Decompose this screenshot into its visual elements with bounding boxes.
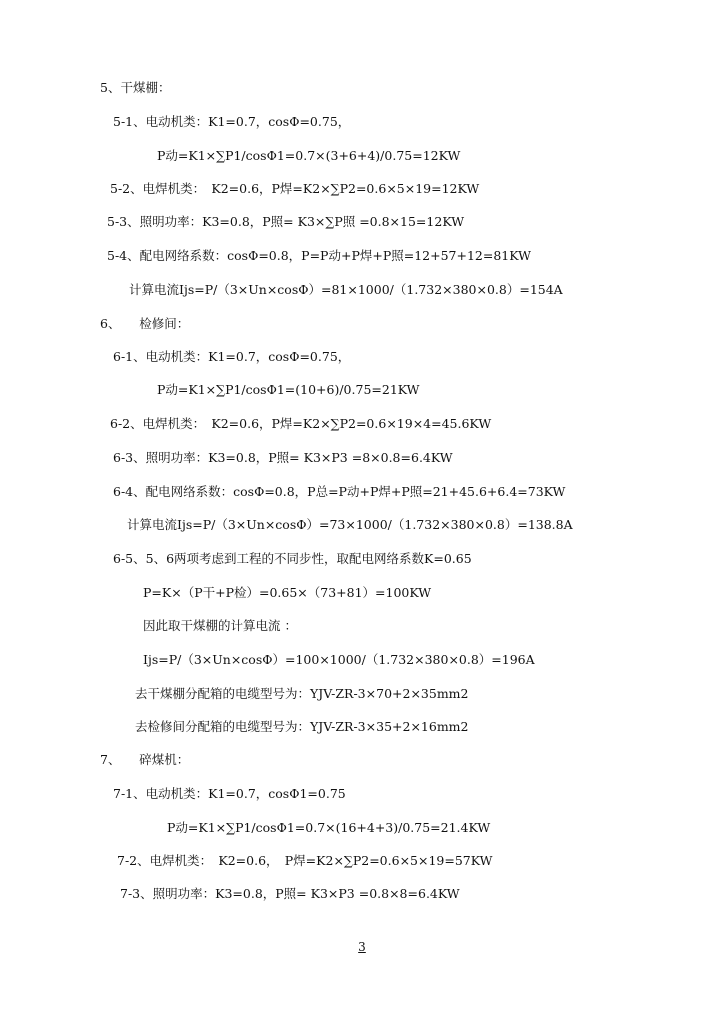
line-5-1: 5-1、电动机类：K1=0.7，cosΦ=0.75， — [113, 114, 351, 129]
line-6-5: 6-5、5、6两项考虑到工程的不同步性，取配电网络系数K=0.65 — [113, 551, 472, 566]
line-6-1-formula: P动=K1×∑P1/cosΦ1=(10+6)/0.75=21KW — [157, 382, 420, 397]
line-6-current: 计算电流Ijs=P/（3×Un×cosΦ）=73×1000/（1.732×380×0.8）=138.8A — [127, 517, 573, 532]
line-7-1: 7-1、电动机类：K1=0.7，cosΦ1=0.75 — [113, 786, 346, 801]
line-7-2: 7-2、电焊机类： K2=0.6， P焊=K2×∑P2=0.6×5×19=57KW — [117, 853, 493, 868]
line-5-1-formula: P动=K1×∑P1/cosΦ1=0.7×(3+6+4)/0.75=12KW — [157, 148, 461, 163]
line-cable-repair-room: 去检修间分配箱的电缆型号为：YJV-ZR-3×35+2×16mm2 — [135, 719, 469, 734]
line-total-current: Ijs=P/（3×Un×cosΦ）=100×1000/（1.732×380×0.8）=196A — [143, 652, 535, 667]
line-7-3: 7-3、照明功率：K3=0.8，P照= K3×P3 =0.8×8=6.4KW — [120, 886, 460, 901]
line-therefore: 因此取干煤棚的计算电流 ： — [143, 618, 297, 633]
line-5-current: 计算电流Ijs=P/（3×Un×cosΦ）=81×1000/（1.732×380×0.8）=154A — [129, 282, 563, 297]
line-5-2: 5-2、电焊机类： K2=0.6，P焊=K2×∑P2=0.6×5×19=12KW — [110, 181, 480, 196]
line-6-5-formula: P=K×（P干+P检）=0.65×（73+81）=100KW — [143, 585, 432, 600]
section-6-heading: 6、 检修间： — [100, 316, 190, 331]
line-7-1-formula: P动=K1×∑P1/cosΦ1=0.7×(16+4+3)/0.75=21.4KW — [167, 820, 491, 835]
section-5-heading: 5、干煤棚： — [100, 80, 171, 95]
line-6-1: 6-1、电动机类：K1=0.7，cosΦ=0.75， — [113, 349, 351, 364]
line-cable-dry-coal-shed: 去干煤棚分配箱的电缆型号为：YJV-ZR-3×70+2×35mm2 — [135, 686, 469, 701]
page-number: 3 — [358, 940, 366, 954]
line-5-3: 5-3、照明功率：K3=0.8，P照= K3×∑P照 =0.8×15=12KW — [107, 214, 465, 229]
line-6-3: 6-3、照明功率：K3=0.8，P照= K3×P3 =8×0.8=6.4KW — [113, 450, 453, 465]
line-5-4: 5-4、配电网络系数：cosΦ=0.8，P=P动+P焊+P照=12+57+12=81KW — [107, 248, 531, 263]
line-6-4: 6-4、配电网络系数：cosΦ=0.8，P总=P动+P焊+P照=21+45.6+6.4=73KW — [113, 484, 566, 499]
line-6-2: 6-2、电焊机类： K2=0.6，P焊=K2×∑P2=0.6×19×4=45.6KW — [110, 416, 492, 431]
section-7-heading: 7、 碎煤机： — [100, 752, 190, 767]
